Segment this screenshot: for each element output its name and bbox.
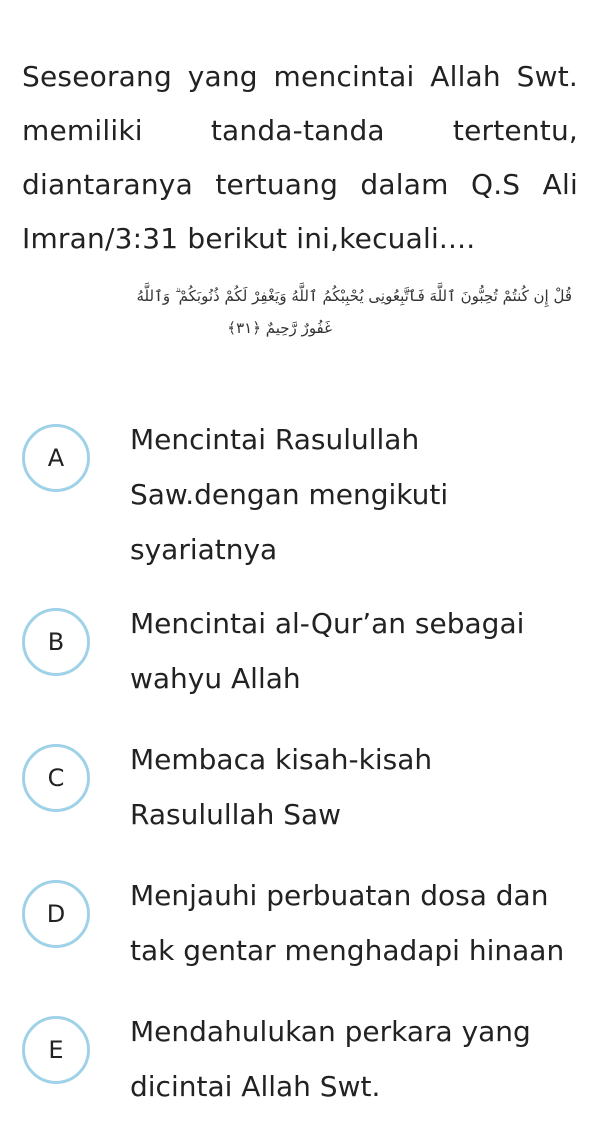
question-text: Seseorang yang mencintai Allah Swt. memiliki tanda-tanda tertentu, diantaranya tertuang dalam Q.S Ali Imran/3:31 berikut ini,kecuali.... xyxy=(22,60,578,255)
option-d-letter[interactable]: D xyxy=(22,880,90,948)
option-b-letter[interactable]: B xyxy=(22,608,90,676)
verse-line-1: قُلْ إِن كُنتُمْ تُحِبُّونَ ٱللَّهَ فَٱتَّبِعُونِى يُحْبِبْكُمُ ٱللَّهُ وَيَغْفِرْ لَكُمْ ذُنُوبَكُمْ ۗ وَٱللَّهُ xyxy=(136,287,572,305)
option-d-text[interactable]: Menjauhi perbuatan dosa dan tak gentar menghadapi hinaan xyxy=(130,879,565,967)
option-c-letter[interactable]: C xyxy=(22,744,90,812)
quran-verse xyxy=(12,280,572,344)
option-e-text[interactable]: Mendahulukan perkara yang dicintai Allah Swt. xyxy=(130,1015,531,1103)
verse-line-2: غَفُورٌ رَّحِيمٌ ﴿٣١﴾ xyxy=(227,319,332,337)
option-b-text[interactable]: Mencintai al-Qur’an sebagai wahyu Allah xyxy=(130,607,525,695)
option-a-text[interactable]: Mencintai Rasulullah Saw.dengan mengikuti syariatnya xyxy=(130,423,449,566)
option-e-letter[interactable]: E xyxy=(22,1016,90,1084)
option-a-letter[interactable]: A xyxy=(22,424,90,492)
option-c-text[interactable]: Membaca kisah-kisah Rasulullah Saw xyxy=(130,743,433,831)
